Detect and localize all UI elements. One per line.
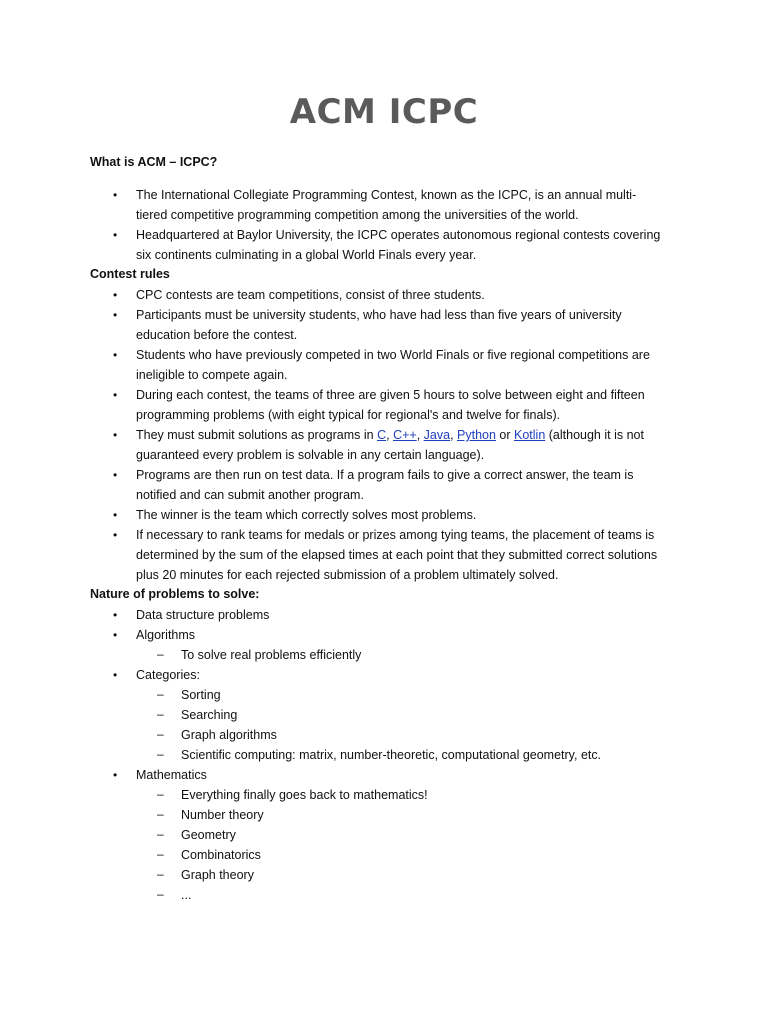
sub-list-item: Scientific computing: matrix, number-theoretic, computational geometry, etc. xyxy=(181,748,602,762)
dash-marker: – xyxy=(157,707,164,721)
link-c[interactable]: C xyxy=(377,428,387,442)
dash-marker: – xyxy=(157,687,164,701)
list-item-line: determined by the sum of the elapsed times at each point that they submitted correct solutions xyxy=(136,548,658,562)
dash-marker: – xyxy=(157,827,164,841)
list-item-line: programming problems (with eight typical for regional's and twelve for finals). xyxy=(136,408,561,422)
bullet-marker: • xyxy=(113,608,118,622)
bullet-marker: • xyxy=(113,308,118,322)
list-item-line: Participants must be university students, who have had less than five years of university xyxy=(136,308,622,322)
list-item-line: Data structure problems xyxy=(136,608,270,622)
sub-list-item: ... xyxy=(181,888,192,902)
separator-text: , xyxy=(386,428,394,442)
sub-list-item: Sorting xyxy=(181,688,221,702)
dash-marker: – xyxy=(157,747,164,761)
link-cpp[interactable]: C++ xyxy=(393,428,417,442)
link-python[interactable]: Python xyxy=(457,428,496,442)
list-item-line: six continents culminating in a global World Finals every year. xyxy=(136,248,477,262)
list-item-line: ineligible to compete again. xyxy=(136,368,288,382)
bullet-marker: • xyxy=(113,188,118,202)
list-item-line: notified and can submit another program. xyxy=(136,488,364,502)
list-item-line-with-links xyxy=(136,427,644,443)
bullet-marker: • xyxy=(113,628,118,642)
link-kotlin[interactable]: Kotlin xyxy=(514,428,546,442)
bullet-marker: • xyxy=(113,508,118,522)
dash-marker: – xyxy=(157,727,164,741)
sub-list-item: Number theory xyxy=(181,808,264,822)
dash-marker: – xyxy=(157,647,164,661)
link-java[interactable]: Java xyxy=(423,428,451,442)
bullet-marker: • xyxy=(113,288,118,302)
list-item-line: During each contest, the teams of three are given 5 hours to solve between eight and fifteen xyxy=(136,388,645,402)
dash-marker: – xyxy=(157,847,164,861)
list-item-line: Headquartered at Baylor University, the ICPC operates autonomous regional contests covering xyxy=(136,228,661,242)
list-item-line: Categories: xyxy=(136,668,200,682)
bullet-marker: • xyxy=(113,768,118,782)
bullet-marker: • xyxy=(113,388,118,402)
sub-list-item: Everything finally goes back to mathematics! xyxy=(181,788,428,802)
list-item-line: The International Collegiate Programming Contest, known as the ICPC, is an annual multi- xyxy=(136,188,637,202)
bullet-marker: • xyxy=(113,348,118,362)
bullet-marker: • xyxy=(113,228,118,242)
sub-list-item: Geometry xyxy=(181,828,236,842)
list-item-line: education before the contest. xyxy=(136,328,298,342)
list-item-line: guaranteed every problem is solvable in any certain language). xyxy=(136,448,485,462)
sub-list-item: Graph theory xyxy=(181,868,254,882)
sub-list-item: Searching xyxy=(181,708,238,722)
list-item-line: Programs are then run on test data. If a program fails to give a correct answer, the team is xyxy=(136,468,634,482)
bullet-marker: • xyxy=(113,668,118,682)
sub-list-item: Graph algorithms xyxy=(181,728,277,742)
separator-text: , xyxy=(416,428,424,442)
document-title: ACM ICPC xyxy=(289,92,479,132)
list-item-line: Algorithms xyxy=(136,628,196,642)
rule5-prefix-text: They must submit solutions as programs in xyxy=(136,428,378,442)
sub-list-item: To solve real problems efficiently xyxy=(181,648,362,662)
list-item-line: tiered competitive programming competition among the universities of the world. xyxy=(136,208,579,222)
dash-marker: – xyxy=(157,787,164,801)
rule5-suffix-text: (although it is not xyxy=(545,428,644,442)
separator-text: , xyxy=(450,428,458,442)
section-heading-nature-of-problems: Nature of problems to solve: xyxy=(90,587,260,601)
dash-marker: – xyxy=(157,867,164,881)
dash-marker: – xyxy=(157,887,164,901)
list-item-line: Students who have previously competed in two World Finals or five regional competitions are xyxy=(136,348,650,362)
dash-marker: – xyxy=(157,807,164,821)
section-heading-contest-rules: Contest rules xyxy=(90,267,170,281)
list-item-line: If necessary to rank teams for medals or prizes among tying teams, the placement of teams is xyxy=(136,528,655,542)
or-text: or xyxy=(495,428,514,442)
bullet-marker: • xyxy=(113,528,118,542)
bullet-marker: • xyxy=(113,428,118,442)
list-item-line: CPC contests are team competitions, consist of three students. xyxy=(136,288,485,302)
list-item-line: Mathematics xyxy=(136,768,207,782)
list-item-line: plus 20 minutes for each rejected submission of a problem ultimately solved. xyxy=(136,568,559,582)
sub-list-item: Combinatorics xyxy=(181,848,261,862)
bullet-marker: • xyxy=(113,468,118,482)
section-heading-what-is: What is ACM – ICPC? xyxy=(90,155,218,169)
list-item-line: The winner is the team which correctly solves most problems. xyxy=(136,508,477,522)
